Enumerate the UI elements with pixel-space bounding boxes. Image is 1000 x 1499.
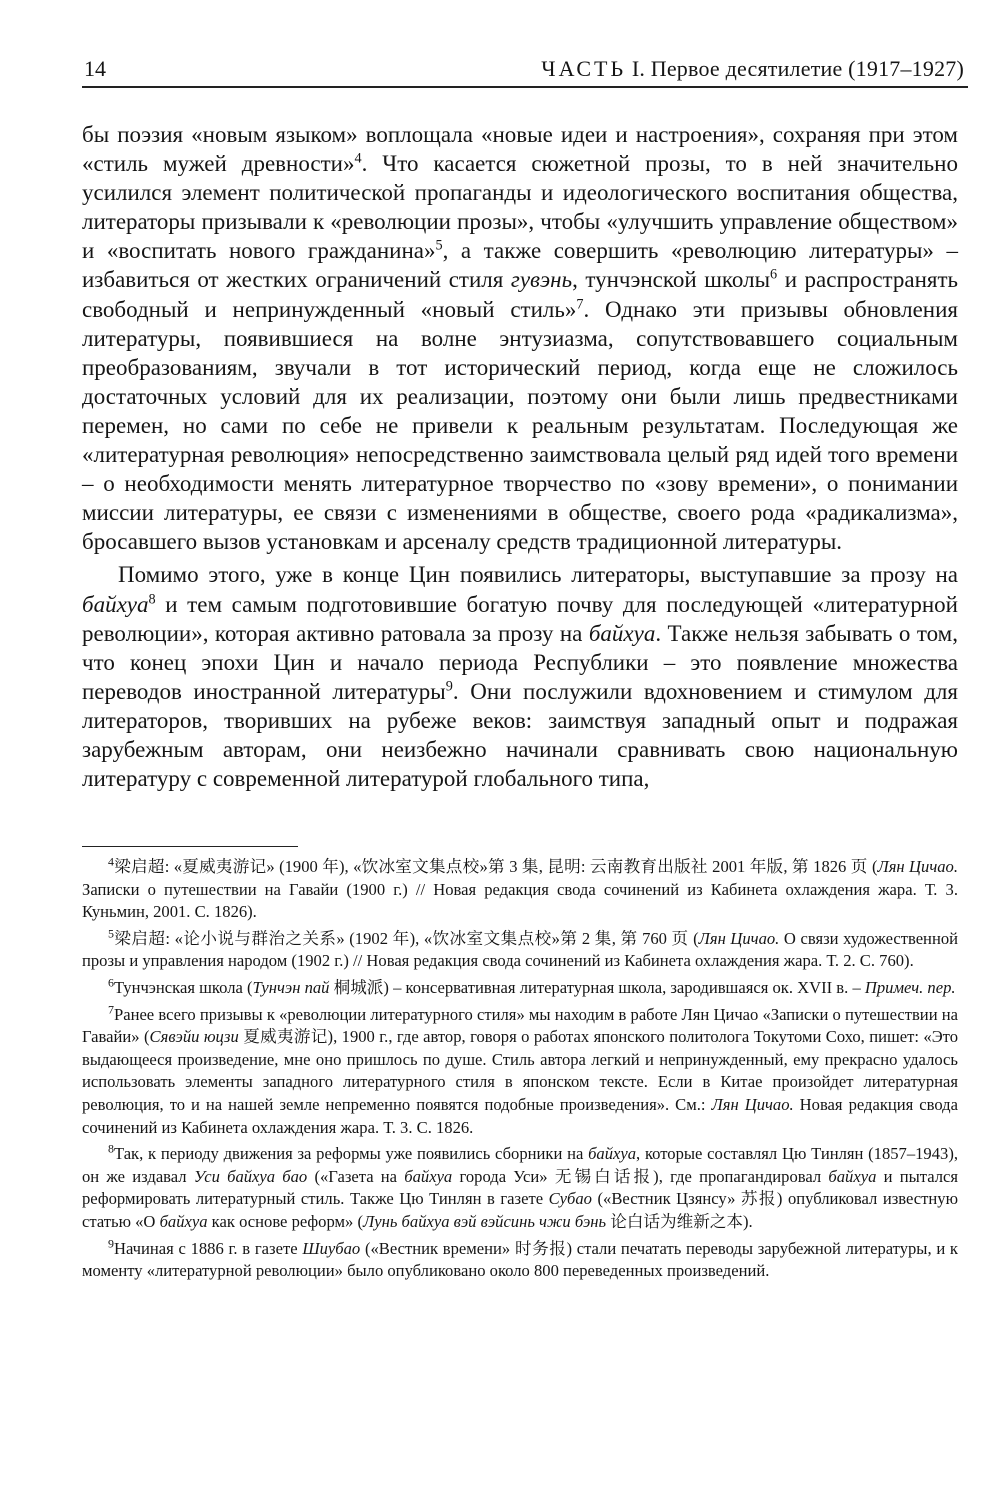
text-span: 梁启超: «夏威夷游记» (1900 年), «饮冰室文集点校»第 3 集, 昆明: 云南教育出版社 2001 年版, 第 1826 页 ( — [113, 857, 878, 876]
text-span: 论白话为维新之本). — [606, 1211, 753, 1231]
text-span: . Также нельзя забывать о том, что конец эпохи Цин и начало периода Республики – это появление множества переводов иностранной литературы — [82, 620, 958, 704]
text-span: Начиная с 1886 г. в газете — [113, 1238, 303, 1258]
text-span: . Они послужили вдохновением и стимулом для литераторов, творивших на рубеже веков: заимствуя западный опыт и подражая зарубежным авторам, они неизбежно начинали сравнивать свою национальную литературу с современной литературой глобального типа, — [82, 678, 958, 792]
italic-term: байхуа — [588, 620, 656, 646]
part-label: ЧАСТЬ — [541, 56, 627, 81]
running-header — [82, 52, 968, 88]
footnotes — [82, 856, 958, 1287]
text-span: и тем самым подготовившие богатую почву для последующей «литературной революции», которая активно ратовала за прозу на — [82, 591, 958, 646]
italic-term: гувэнь — [510, 267, 573, 293]
italic-term: Лян Цичао. — [711, 1094, 794, 1114]
italic-term: байхуа — [82, 591, 149, 617]
text-span: бы поэзия «новым языком» воплощала «новые идеи и настроения», сохраняя при этом «стиль мужей древности» — [82, 122, 958, 177]
italic-term: Шиубао — [302, 1238, 361, 1258]
text-span: и распространять свободный и непринужденный «новый стиль» — [82, 267, 959, 322]
paragraph-2 — [82, 560, 958, 793]
footnote-number: 6 — [108, 975, 114, 990]
italic-term: байхуа — [404, 1166, 453, 1186]
page-number: 14 — [84, 56, 106, 81]
footnote-number: 7 — [108, 1002, 114, 1017]
footnote-8 — [82, 1143, 958, 1233]
text-span: , тунчэнской школы — [572, 267, 771, 293]
text-span: . Однако эти призывы обновления литературы, появившиеся на волне энтузиазма, сопутствовавшего социальным преобразованиям, звучали в тот исторический период, когда еще не сложилось достаточных условий для их реализации, поэтому они были лишь предвестниками перемен, но сами по себе не привели к реальным результатам. Последующая же «литературная революция» непосредственно заимствовала целый ряд идей того времени – о необходимости менять литературное творчество по «зову времени», о понимании миссии литературы, ее связи с изменениями в обществе, своего рода «радикализма», бросавшего вызов установкам и арсеналу средств традиционной литературы. — [82, 296, 958, 555]
running-head-title — [541, 56, 964, 82]
italic-term: байхуа — [588, 1144, 637, 1164]
text-span: Записки о путешествии на Гавайи (1900 г.) // Новая редакция свода сочинений из Кабинета охлаждения жара. Т. 3. Куньмин, 2001. С. 1826). — [82, 879, 958, 922]
footnote-number: 4 — [108, 854, 114, 869]
italic-term: Лунь байхуа вэй вэйсинь чжи бэнь — [363, 1211, 607, 1231]
text-span: Новая редакция свода сочинений из Кабинета охлаждения жара. Т. 3. С. 1826. — [82, 1094, 958, 1137]
italic-term: Лян Цичао. — [877, 857, 958, 876]
italic-term: Тунчэн пай — [252, 977, 330, 997]
italic-term: байхуа — [159, 1211, 208, 1231]
footnote-number: 5 — [108, 926, 114, 941]
footnote-5 — [82, 928, 958, 973]
text-span: 梁启超: «论小说与群治之关系» (1902 年), «饮冰室文集点校»第 2 集, 第 760 页 ( — [113, 928, 699, 948]
footnote-ref: 4 — [354, 150, 362, 167]
italic-term: Уси байхуа бао — [193, 1166, 308, 1186]
text-span: и пытался реформировать литературный стиль. Также Цю Тинлян в газете — [82, 1166, 958, 1209]
text-span: О связи художественной прозы и управления народом (1902 г.) // Новая редакция свода сочинений из Кабинета охлаждения жара. Т. 2. С. 760). — [82, 928, 958, 971]
footnote-6 — [82, 977, 958, 1000]
text-span: . Что касается сюжетной прозы, то в ней значительно усилился элемент политической пропаганды и идеологического воспитания общества, литераторы призывали к «революции прозы», чтобы «улучшить управление обществом» и «воспитать нового гражданина» — [82, 151, 958, 264]
text-span: («Газета на — [307, 1166, 405, 1186]
footnote-7 — [82, 1004, 958, 1140]
footnote-divider — [82, 846, 298, 847]
text-span: Тунчэнская школа ( — [113, 977, 253, 997]
main-text — [82, 120, 958, 793]
text-span: 桐城派) – консервативная литературная школа, зародившаяся ок. XVII в. – — [329, 977, 865, 997]
footnote-number: 8 — [108, 1141, 114, 1156]
footnote-ref: 6 — [770, 266, 778, 283]
part-numeral: I. — [631, 56, 646, 81]
text-span: («Вестник Цзянсу» 苏报) опубликовал известную статью «О — [82, 1189, 958, 1231]
footnote-4 — [82, 856, 958, 924]
text-span: как основе реформ» ( — [207, 1211, 364, 1231]
footnote-ref: 7 — [576, 295, 584, 312]
text-span: города Уси» 无锡白话报), где пропагандировал — [452, 1166, 829, 1186]
footnote-ref: 9 — [445, 678, 453, 695]
text-span: Ранее всего призывы к «революции литературного стиля» мы находим в работе Лян Цичао «Записки о путешествии на Гавайи» ( — [82, 1004, 958, 1047]
footnote-ref: 5 — [435, 237, 443, 254]
footnote-ref: 8 — [148, 590, 156, 607]
footnote-number: 9 — [108, 1235, 114, 1250]
footnote-9 — [82, 1235, 958, 1283]
text-span: , а также совершить «революцию литературы» – избавиться от жестких ограничений стиля — [82, 238, 958, 293]
italic-term: байхуа — [828, 1166, 877, 1186]
text-span: Помимо этого, уже в конце Цин появились литераторы, выступавшие за прозу на — [118, 562, 958, 588]
italic-term: Лян Цичао. — [698, 928, 780, 948]
paragraph-1 — [82, 120, 958, 556]
text-span: , которые составлял Цю Тинлян (1857–1943), он же издавал — [82, 1144, 958, 1186]
italic-term: Примеч. пер. — [864, 977, 956, 997]
text-span: («Вестник времени» 时务报) стали печатать переводы зарубежной литературы, и к моменту «литературной революции» было опубликовано около 800 переведенных произведений. — [82, 1238, 958, 1281]
italic-term: Сявэйи юцзи — [149, 1027, 239, 1047]
section-title: Первое десятилетие (1917–1927) — [650, 56, 964, 81]
text-span: Так, к периоду движения за реформы уже появились сборники на — [113, 1144, 589, 1164]
text-span: 夏威夷游记), 1900 г., где автор, говоря о работах японского политолога Токутоми Сохо, пишет: «Это выдающееся произведение, мне оно пришлось по душе. Стиль автора легкий и непринужденный, ему прекрасно удалось использовать элементы западного литературного стиля в японском тексте. Если в Китае произойдет литературная революция, то и на нашей земле непременно появятся подобные произведения». См.: — [82, 1027, 959, 1114]
italic-term: Субао — [548, 1189, 592, 1209]
